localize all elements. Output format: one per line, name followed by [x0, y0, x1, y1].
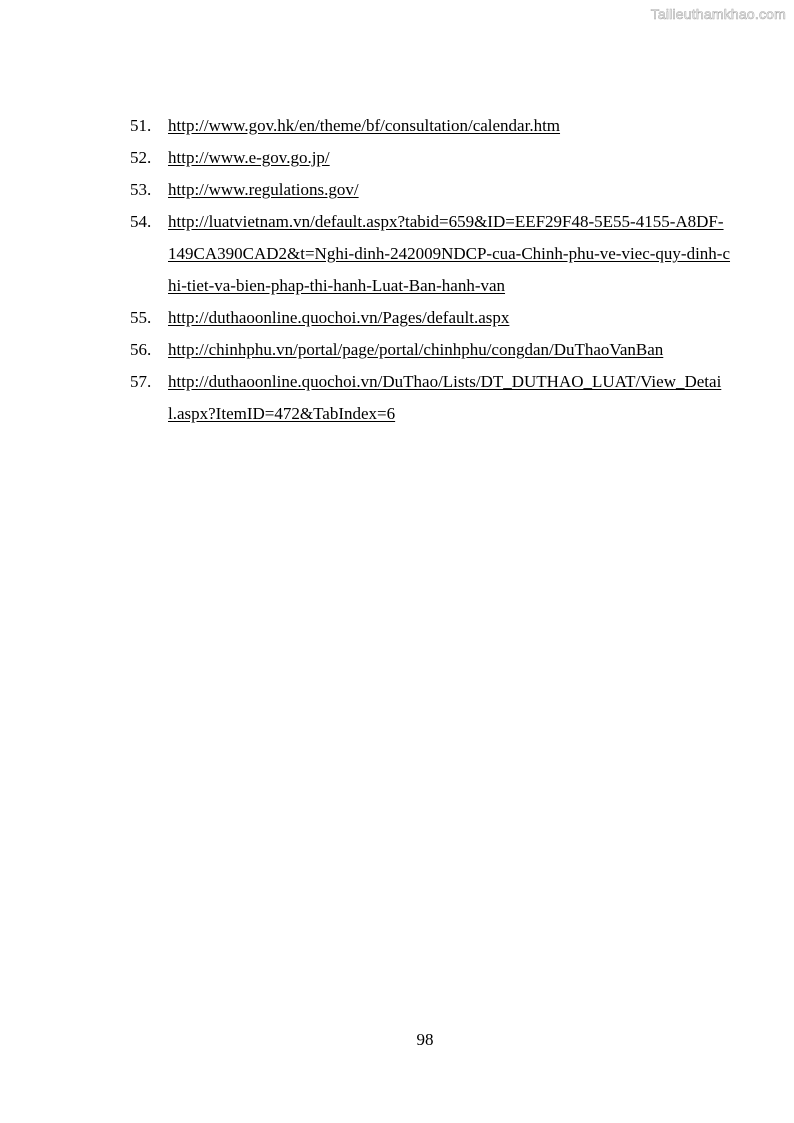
- reference-item: [130, 206, 730, 302]
- reference-number: 51.: [130, 116, 152, 135]
- reference-link[interactable]: http://duthaoonline.quochoi.vn/DuThao/Lists/DT_DUTHAO_LUAT/View_Detail.aspx?ItemID=472&TabIndex=6: [168, 372, 722, 423]
- reference-number: 55.: [130, 308, 152, 327]
- reference-number: 54.: [130, 212, 152, 231]
- reference-number: 53.: [130, 180, 152, 199]
- watermark: Tailieuthamkhao.com: [650, 6, 786, 22]
- reference-link[interactable]: http://www.regulations.gov/: [168, 180, 359, 199]
- reference-link[interactable]: http://www.gov.hk/en/theme/bf/consultation/calendar.htm: [168, 116, 561, 135]
- reference-item: [130, 142, 730, 174]
- page-number: 98: [416, 1030, 434, 1049]
- reference-number: 56.: [130, 340, 152, 359]
- reference-list: [130, 110, 730, 430]
- reference-link[interactable]: http://duthaoonline.quochoi.vn/Pages/default.aspx: [168, 308, 510, 327]
- reference-number: 52.: [130, 148, 152, 167]
- reference-link[interactable]: http://chinhphu.vn/portal/page/portal/chinhphu/congdan/DuThaoVanBan: [168, 340, 664, 359]
- reference-link[interactable]: http://www.e-gov.go.jp/: [168, 148, 330, 167]
- reference-item: [130, 334, 730, 366]
- reference-item: [130, 110, 730, 142]
- reference-item: [130, 366, 730, 430]
- reference-number: 57.: [130, 372, 152, 391]
- reference-item: [130, 302, 730, 334]
- reference-link[interactable]: http://luatvietnam.vn/default.aspx?tabid=659&ID=EEF29F48-5E55-4155-A8DF-149CA390CAD2&t=Nghi-dinh-242009NDCP-cua-Chinh-phu-ve-viec-quy-dinh-chi-tiet-va-bien-phap-thi-hanh-Luat-Ban-hanh-van: [168, 212, 731, 295]
- reference-item: [130, 174, 730, 206]
